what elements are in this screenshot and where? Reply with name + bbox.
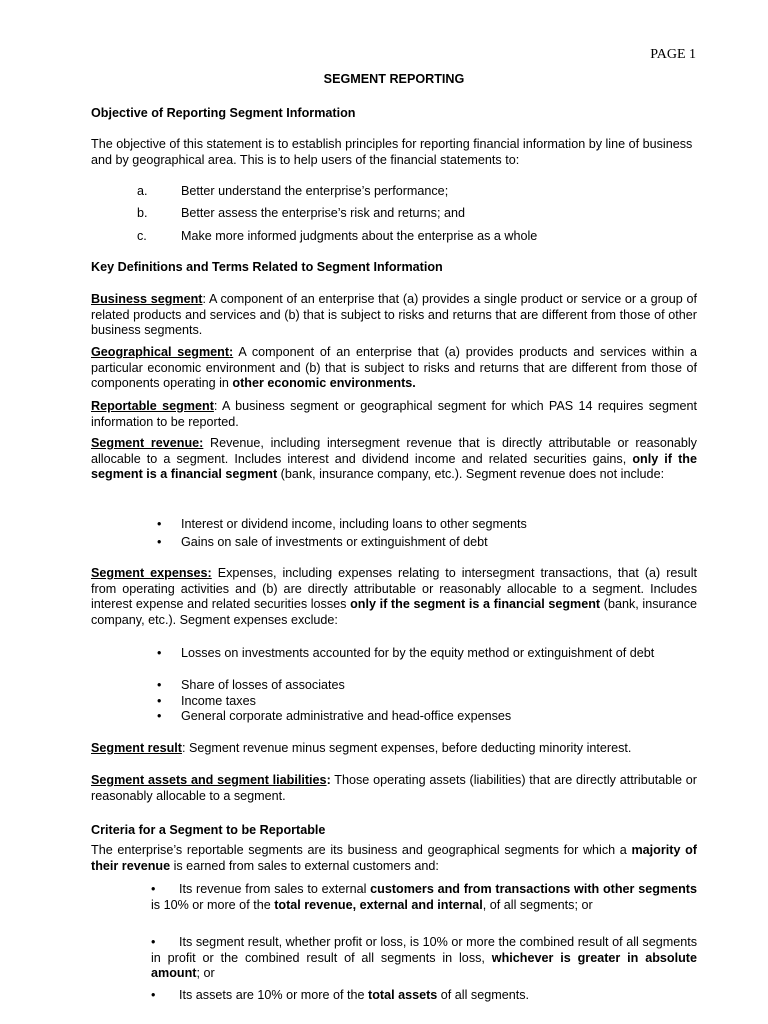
item-text: Better understand the enterprise’s performance; <box>181 184 449 198</box>
list-item-text: Losses on investments accounted for by the equity method or extinguishment of debt <box>181 646 655 660</box>
bullet-bold: whichever is greater in absolute amount <box>151 950 697 981</box>
objective-item-a <box>137 184 448 200</box>
term-label: Segment expenses: <box>91 566 212 580</box>
objective-intro: The objective of this statement is to establish principles for reporting financial information by line of business and by geographical area. This is to help users of the financial statements to: <box>91 137 693 167</box>
criteria-bullet-1 <box>151 882 697 913</box>
bullet-icon: • <box>151 882 156 896</box>
list-item-text: Share of losses of associates <box>181 678 345 692</box>
page-number: PAGE 1 <box>650 47 696 62</box>
def-segment-expenses <box>91 566 697 628</box>
def-segment-result <box>91 741 697 757</box>
item-marker: b. <box>137 206 148 220</box>
term-text: : Segment revenue minus segment expenses, before deducting minority interest. <box>181 741 632 755</box>
term-text: A component of an enterprise that (a) provides products and services within a particular economic environment and (b) that is subject to risks and returns that are different from those of components operating in <box>91 345 697 391</box>
definitions-heading: Key Definitions and Terms Related to Segment Information <box>91 260 443 274</box>
list-item-text: Gains on sale of investments or extinguishment of debt <box>181 535 488 549</box>
def-geographical-segment <box>91 345 697 392</box>
criteria-intro <box>91 843 697 874</box>
bullet-bold: total revenue, external and internal <box>274 897 483 912</box>
bullet-icon: • <box>157 678 162 692</box>
revenue-exclude-item <box>157 517 697 533</box>
term-text: : A component of an enterprise that (a) provides a single product or service or a group of related products and services and (b) that is subject to risks and returns that are different from those of other business segments. <box>91 292 697 338</box>
bullet-text: is 10% or more of the <box>151 897 275 912</box>
term-text-2: (bank, insurance company, etc.). Segment expenses exclude: <box>91 597 698 627</box>
item-marker: a. <box>137 184 148 198</box>
term-text: : A business segment or geographical segment for which PAS 14 requires segment information to be reported. <box>91 399 697 429</box>
bullet-icon: • <box>157 646 162 660</box>
objective-item-c <box>137 229 537 245</box>
item-text: Better assess the enterprise’s risk and returns; and <box>181 206 465 220</box>
bullet-icon: • <box>157 535 162 549</box>
document-title: SEGMENT REPORTING <box>323 72 465 86</box>
bullet-bold: customers and from transactions with other segments <box>370 882 697 896</box>
term-text: Revenue, including intersegment revenue that is directly attributable or reasonably allocable to a segment. Includes interest and dividend income and related securities gains, <box>91 436 697 466</box>
list-item-text: Interest or dividend income, including loans to other segments <box>181 517 527 531</box>
def-business-segment <box>91 292 697 339</box>
expenses-exclude-item <box>157 646 697 662</box>
term-bold: only if the segment is a financial segment <box>91 451 697 482</box>
term-colon: : <box>326 773 331 787</box>
bullet-text: Its segment result, whether profit or loss, is 10% or more the combined result of all segments in profit or the combined result of all segments in loss, <box>151 935 697 965</box>
criteria-intro-bold: majority of their revenue <box>91 843 697 873</box>
bullet-icon: • <box>157 517 162 531</box>
revenue-exclude-item <box>157 535 697 551</box>
criteria-intro-text: The enterprise’s reportable segments are its business and geographical segments for which a <box>91 843 632 857</box>
term-text: Expenses, including expenses relating to intersegment transactions, that (a) result from operating activities and (b) are directly attributable or reasonably allocable to a segment. Includes interest expense and related securities losses <box>91 566 697 612</box>
term-label: Segment result <box>91 741 182 755</box>
expenses-exclude-item <box>157 694 697 710</box>
term-bold: only if the segment is a financial segment <box>350 597 601 612</box>
def-segment-assets <box>91 773 697 804</box>
bullet-text: Its assets are 10% or more of the <box>179 988 368 1002</box>
bullet-text: Its revenue from sales to external <box>179 882 371 896</box>
bullet-icon: • <box>157 694 162 708</box>
expenses-exclude-item <box>157 709 697 725</box>
criteria-bullet-2 <box>151 935 697 982</box>
item-marker: c. <box>137 229 147 243</box>
bullet-icon: • <box>151 935 156 949</box>
list-item-text: General corporate administrative and head-office expenses <box>181 709 512 723</box>
bullet-text: of all segments. <box>437 988 529 1002</box>
bullet-icon: • <box>157 709 162 723</box>
objective-heading: Objective of Reporting Segment Information <box>91 106 356 120</box>
objective-item-b <box>137 206 465 222</box>
term-label: Business segment <box>91 292 203 306</box>
bullet-text: ; or <box>196 966 215 981</box>
bullet-icon: • <box>151 988 156 1002</box>
expenses-exclude-item <box>157 678 697 694</box>
criteria-heading: Criteria for a Segment to be Reportable <box>91 823 326 837</box>
term-text-2: (bank, insurance company, etc.). Segment revenue does not include: <box>277 467 665 482</box>
term-text: Those operating assets (liabilities) that are directly attributable or reasonably allocable to a segment. <box>91 773 697 803</box>
term-label: Segment assets and segment liabilities <box>91 773 327 787</box>
def-reportable-segment <box>91 399 697 430</box>
term-label: Geographical segment: <box>91 345 234 359</box>
list-item-text: Income taxes <box>181 694 256 708</box>
def-segment-revenue <box>91 436 697 483</box>
term-bold: other economic environments. <box>232 376 416 391</box>
bullet-bold: total assets <box>368 988 438 1002</box>
criteria-bullet-3 <box>151 988 697 1004</box>
item-text: Make more informed judgments about the enterprise as a whole <box>181 229 538 243</box>
term-label: Segment revenue: <box>91 436 204 450</box>
criteria-intro-text-2: is earned from sales to external customers and: <box>170 858 439 873</box>
term-label: Reportable segment <box>91 399 214 413</box>
bullet-text: , of all segments; or <box>482 897 593 912</box>
